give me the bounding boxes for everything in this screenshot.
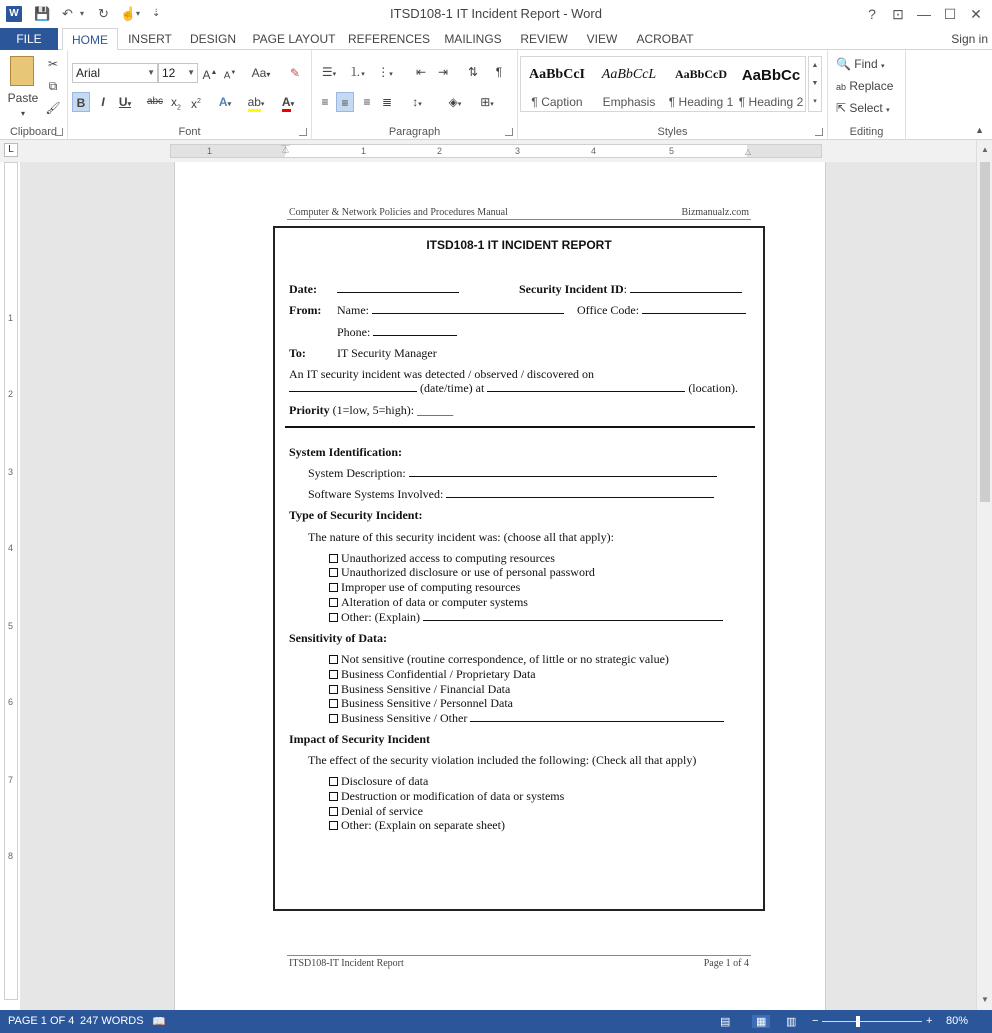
priority-scale: (1=low, 5=high): ______ <box>332 403 454 417</box>
location-label: (location). <box>688 381 738 395</box>
style-name: ¶ Heading 1 <box>668 95 734 109</box>
status-bar <box>0 1010 992 1033</box>
paragraph-label: Paragraph <box>388 126 441 138</box>
option-label: Business Sensitive / Financial Data <box>341 682 511 696</box>
undo-icon[interactable]: ↶ <box>62 6 73 21</box>
tab-design[interactable]: DESIGN <box>189 32 236 46</box>
shrink-font-icon[interactable]: A▼ <box>223 70 237 82</box>
style-emphasis[interactable] <box>593 57 665 111</box>
checkbox[interactable] <box>329 821 338 830</box>
font-family-value: Arial <box>76 66 101 80</box>
binoculars-icon: 🔍 <box>836 57 851 71</box>
shading-icon[interactable]: ◈▾ <box>448 95 462 109</box>
minimize-button[interactable]: — <box>917 6 931 22</box>
numbering-icon[interactable]: ⒈▾ <box>349 65 365 79</box>
page-count[interactable]: PAGE 1 OF 4 <box>8 1015 75 1027</box>
to-label: To: <box>289 346 306 360</box>
impact-intro: The effect of the security violation included the following: (Check all that apply) <box>308 753 697 767</box>
ruler-margin-left <box>171 145 285 157</box>
office-code-field[interactable] <box>642 303 746 314</box>
checkbox[interactable] <box>329 554 338 563</box>
font-launcher-icon[interactable] <box>299 128 307 136</box>
bullets-icon[interactable]: ☰▾ <box>321 65 337 79</box>
office-code-label: Office Code: <box>577 303 640 317</box>
checkbox[interactable] <box>329 670 338 679</box>
copy-icon[interactable]: ⧉ <box>48 79 58 93</box>
checkbox[interactable] <box>329 613 338 622</box>
text-effects-icon[interactable]: A▾ <box>218 95 232 109</box>
select-button[interactable]: ⇱ Select ▾ <box>836 101 890 115</box>
editing-group <box>828 50 906 140</box>
vertical-ruler[interactable] <box>4 162 18 1000</box>
word-count[interactable]: 247 WORDS <box>80 1015 144 1027</box>
tab-insert[interactable]: INSERT <box>128 32 172 46</box>
clipboard-launcher-icon[interactable] <box>55 128 63 136</box>
style-caption[interactable] <box>521 57 593 111</box>
borders-icon[interactable]: ⊞▾ <box>480 95 494 109</box>
type-intro: The nature of this security incident was: (choose all that apply): <box>308 530 614 544</box>
tab-acrobat[interactable]: ACROBAT <box>636 32 694 46</box>
title-bar <box>0 0 992 28</box>
tab-home[interactable]: HOME <box>62 28 118 51</box>
clipboard-label: Clipboard <box>9 126 58 138</box>
ruler-number: 1 <box>8 313 14 323</box>
checkbox[interactable] <box>329 583 338 592</box>
decrease-indent-icon[interactable]: ⇤ <box>415 65 427 79</box>
line-spacing-icon[interactable]: ↕▾ <box>412 95 422 109</box>
option-label: Alteration of data or computer systems <box>341 595 528 609</box>
phone-field[interactable] <box>373 325 457 336</box>
option-label: Other: (Explain on separate sheet) <box>341 818 505 832</box>
sensitivity-option[interactable] <box>329 667 536 682</box>
proofing-icon[interactable]: 📖 <box>152 1016 166 1028</box>
option-label: Business Confidential / Proprietary Data <box>341 667 536 681</box>
font-label: Font <box>178 126 201 138</box>
priority-label: Priority <box>289 403 330 417</box>
align-center-icon[interactable]: ≡ <box>336 92 354 112</box>
sensitivity-other-field[interactable] <box>470 711 724 722</box>
italic-button[interactable]: I <box>101 95 105 109</box>
style-sample: AaBbCc <box>741 67 801 84</box>
font-family-select[interactable] <box>72 63 158 83</box>
impact-option[interactable] <box>329 774 428 789</box>
right-indent-icon[interactable]: △ <box>745 147 752 156</box>
replace-button[interactable] <box>836 76 904 96</box>
read-mode-icon[interactable]: ▤ <box>720 1016 731 1028</box>
zoom-in-button[interactable]: + <box>926 1015 933 1027</box>
ruler-number: 6 <box>8 697 14 707</box>
change-case-label: Aa <box>251 66 267 80</box>
ruler-number: 4 <box>8 543 14 553</box>
more-styles-icon[interactable]: ▾ <box>813 98 817 105</box>
type-option[interactable] <box>329 595 528 610</box>
style-name: Emphasis <box>602 95 656 109</box>
bold-button[interactable]: B <box>72 92 90 112</box>
ruler-number: 5 <box>8 621 14 631</box>
option-label: Business Sensitive / Other <box>341 711 468 725</box>
type-option[interactable] <box>329 551 555 566</box>
font-color-icon[interactable]: A▾ <box>276 92 300 112</box>
style-heading-2[interactable] <box>735 57 807 111</box>
footer-right: Page 1 of 4 <box>703 958 749 969</box>
option-label: Denial of service <box>341 804 423 818</box>
increase-indent-icon[interactable]: ⇥ <box>437 65 449 79</box>
name-label: Name: <box>337 303 369 317</box>
system-desc-field[interactable] <box>409 466 717 477</box>
clear-formatting-icon[interactable]: ✎ <box>289 66 301 80</box>
chevron-down-icon: ▼ <box>187 68 195 77</box>
checkbox[interactable] <box>329 792 338 801</box>
sensitivity-option[interactable] <box>329 711 724 726</box>
option-label: Destruction or modification of data or systems <box>341 789 565 803</box>
indent-marker-icon[interactable]: ⏄ <box>281 145 291 155</box>
show-formatting-icon[interactable]: ¶ <box>495 65 503 79</box>
editing-label: Editing <box>849 126 884 138</box>
zoom-out-button[interactable]: − <box>812 1015 819 1027</box>
cut-icon[interactable]: ✂ <box>47 57 59 71</box>
section-divider <box>285 426 755 428</box>
security-id-label: Security Incident ID <box>519 282 624 296</box>
print-layout-icon[interactable]: ▦ <box>752 1015 770 1028</box>
touch-mode-icon[interactable]: ☝ <box>120 6 137 21</box>
maximize-button[interactable]: ☐ <box>943 6 957 22</box>
security-id-colon: : <box>623 282 628 296</box>
checkbox[interactable] <box>329 714 338 723</box>
superscript-button[interactable]: $x^2$ <box>191 97 201 111</box>
underline-button[interactable]: U▾ <box>118 95 132 109</box>
vertical-scrollbar[interactable] <box>976 140 992 1010</box>
font-group <box>68 50 312 140</box>
replace-icon: ab <box>836 82 847 92</box>
type-heading: Type of Security Incident: <box>289 508 423 522</box>
sensitivity-option[interactable] <box>329 682 510 697</box>
styles-gallery <box>520 56 806 112</box>
replace-label: Replace <box>849 79 894 93</box>
to-value: IT Security Manager <box>337 346 437 360</box>
type-option[interactable] <box>329 565 595 580</box>
subscript-button[interactable]: $x_2$ <box>171 95 181 112</box>
clipboard-group <box>0 50 68 140</box>
styles-label: Styles <box>657 126 688 138</box>
horizontal-ruler[interactable] <box>170 144 822 158</box>
impact-option[interactable] <box>329 804 423 819</box>
system-desc-label: System Description: <box>308 466 406 480</box>
scroll-down-icon[interactable]: ▼ <box>981 995 989 1004</box>
change-case-button[interactable]: Aa▾ <box>251 66 271 80</box>
option-label: Not sensitive (routine correspondence, of little or no strategic value) <box>341 652 669 666</box>
tab-file[interactable]: FILE <box>0 28 58 50</box>
chevron-down-icon[interactable]: ▼ <box>811 80 819 87</box>
touch-dropdown-icon[interactable]: ▾ <box>136 9 141 18</box>
align-right-icon[interactable]: ≡ <box>363 95 371 109</box>
font-size-select[interactable] <box>158 63 198 83</box>
phone-label: Phone: <box>337 325 371 339</box>
styles-launcher-icon[interactable] <box>815 128 823 136</box>
scroll-up-icon[interactable]: ▲ <box>981 145 989 154</box>
detected-text: An IT security incident was detected / observed / discovered on <box>289 367 595 381</box>
styles-scroll[interactable] <box>808 56 822 112</box>
tab-references[interactable]: REFERENCES <box>348 32 431 46</box>
window-title: ITSD108-1 IT Incident Report - Word <box>390 6 602 21</box>
ruler-number: 2 <box>8 389 14 399</box>
paste-dropdown-icon[interactable]: ▾ <box>20 109 25 118</box>
name-field[interactable] <box>372 303 564 314</box>
font-size-value: 12 <box>162 66 176 80</box>
customize-toolbar-icon[interactable]: ⇣ <box>152 8 161 19</box>
option-label: Improper use of computing resources <box>341 580 521 594</box>
zoom-slider[interactable] <box>822 1021 922 1022</box>
ruler-number: 1 <box>207 146 213 156</box>
align-left-icon[interactable]: ≡ <box>321 95 329 109</box>
ruler-number: 2 <box>437 146 443 156</box>
style-name: ¶ Heading 2 <box>738 95 804 109</box>
tab-review[interactable]: REVIEW <box>520 32 568 46</box>
date-label: Date: <box>289 282 317 296</box>
option-label: Disclosure of data <box>341 774 429 788</box>
option-label: Unauthorized disclosure or use of personal password <box>341 565 595 579</box>
datetime-label: (date/time) at <box>420 381 485 395</box>
select-label: Select <box>849 101 883 115</box>
ribbon-display-button[interactable]: ⊡ <box>892 6 904 22</box>
save-icon[interactable]: 💾 <box>34 6 51 21</box>
software-field[interactable] <box>446 487 714 498</box>
justify-icon[interactable]: ≣ <box>381 95 393 109</box>
redo-icon[interactable]: ↻ <box>98 6 109 21</box>
ruler-number: 8 <box>8 851 14 861</box>
footer-left: ITSD108-IT Incident Report <box>289 958 404 969</box>
footer-divider <box>287 955 751 956</box>
undo-dropdown-icon[interactable]: ▾ <box>80 9 85 18</box>
ruler-number: 7 <box>8 775 14 785</box>
ruler-number: 1 <box>361 146 367 156</box>
ruler-number: 5 <box>669 146 675 156</box>
header-left: Computer & Network Policies and Procedures Manual <box>289 207 508 218</box>
checkbox[interactable] <box>329 568 338 577</box>
datetime-field[interactable] <box>289 381 417 392</box>
paragraph-launcher-icon[interactable] <box>505 128 513 136</box>
ruler-number: 3 <box>515 146 521 156</box>
word-app-icon[interactable]: W <box>6 6 22 22</box>
paragraph-group <box>312 50 518 140</box>
type-option[interactable] <box>329 580 520 595</box>
paste-button[interactable]: Paste <box>7 91 39 105</box>
ruler-number: 4 <box>591 146 597 156</box>
ruler-margin-right <box>747 145 821 157</box>
sign-in-link[interactable]: Sign in <box>951 32 988 46</box>
strikethrough-button[interactable]: abc <box>146 96 164 107</box>
style-heading-1[interactable] <box>665 57 737 111</box>
grow-font-icon[interactable]: A▲ <box>202 68 218 82</box>
close-button[interactable]: ✕ <box>970 6 982 22</box>
scroll-thumb[interactable] <box>980 162 990 502</box>
format-painter-icon[interactable]: 🖌 <box>45 101 61 115</box>
date-field[interactable] <box>337 282 459 293</box>
from-label: From: <box>289 303 322 317</box>
ribbon-tabs <box>0 28 992 50</box>
option-label: Other: (Explain) <box>341 610 420 624</box>
sort-icon[interactable]: ⇅ <box>467 65 479 79</box>
impact-option[interactable] <box>329 818 505 833</box>
style-sample: AaBbCcD <box>674 67 727 81</box>
ruler-number: 3 <box>8 467 14 477</box>
style-sample: AaBbCcI <box>528 67 585 82</box>
checkbox[interactable] <box>329 655 338 664</box>
form-title: ITSD108-1 IT INCIDENT REPORT <box>426 238 612 252</box>
location-field[interactable] <box>487 381 685 392</box>
chevron-down-icon: ▼ <box>147 68 155 77</box>
tab-view[interactable]: VIEW <box>586 32 618 46</box>
find-label: Find <box>854 57 878 71</box>
multilevel-list-icon[interactable]: ⋮▾ <box>377 65 393 79</box>
help-button[interactable]: ? <box>868 6 876 22</box>
ribbon <box>0 50 992 140</box>
option-label: Unauthorized access to computing resources <box>341 551 555 565</box>
sensitivity-option[interactable] <box>329 652 669 667</box>
style-name: ¶ Caption <box>531 95 583 109</box>
chevron-up-icon[interactable]: ▲ <box>811 62 819 69</box>
checkbox[interactable] <box>329 777 338 786</box>
header-divider <box>287 219 751 220</box>
system-id-heading: System Identification: <box>289 445 402 459</box>
highlight-icon[interactable]: ab▾ <box>244 92 268 112</box>
checkbox[interactable] <box>329 807 338 816</box>
tab-mailings[interactable]: MAILINGS <box>444 32 502 46</box>
tab-page-layout[interactable]: PAGE LAYOUT <box>252 32 336 46</box>
document-page[interactable] <box>174 162 826 1010</box>
style-sample: AaBbCcL <box>601 67 657 82</box>
checkbox[interactable] <box>329 685 338 694</box>
cursor-icon: ⇱ <box>836 101 847 115</box>
impact-heading: Impact of Security Incident <box>289 732 430 746</box>
checkbox[interactable] <box>329 699 338 708</box>
other-explain-field[interactable] <box>423 610 723 621</box>
sensitivity-option[interactable] <box>329 696 513 711</box>
incident-form <box>273 226 765 911</box>
checkbox[interactable] <box>329 598 338 607</box>
find-button[interactable]: 🔍 Find ▾ <box>836 57 885 71</box>
security-id-field[interactable] <box>630 282 742 293</box>
web-layout-icon[interactable]: ▥ <box>786 1016 797 1028</box>
collapse-ribbon-icon[interactable]: ▲ <box>975 125 984 135</box>
zoom-level[interactable]: 80% <box>946 1015 969 1027</box>
type-option[interactable] <box>329 610 723 625</box>
header-right: Bizmanualz.com <box>681 207 749 218</box>
tab-selector[interactable]: L <box>4 143 18 157</box>
impact-option[interactable] <box>329 789 564 804</box>
zoom-slider-thumb[interactable] <box>856 1016 860 1027</box>
software-label: Software Systems Involved: <box>308 487 444 501</box>
paste-icon[interactable] <box>10 56 34 86</box>
option-label: Business Sensitive / Personnel Data <box>341 696 513 710</box>
sensitivity-heading: Sensitivity of Data: <box>289 631 387 645</box>
